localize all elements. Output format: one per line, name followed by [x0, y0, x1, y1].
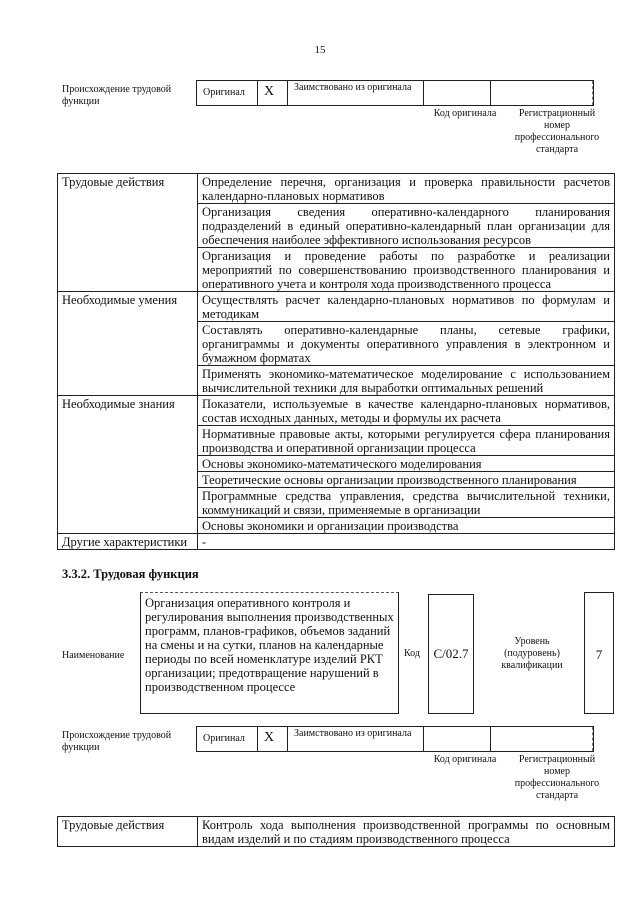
- borrowed-cell: Заимствовано из оригинала: [288, 81, 424, 105]
- origin-row-2: [196, 726, 594, 752]
- origin-label-2: Происхождение трудовой функции: [62, 730, 172, 753]
- row-item: Теоретические основы организации производственного планирования: [198, 472, 615, 488]
- origin-reg-cell-2: [491, 727, 593, 751]
- row-item: Организация сведения оперативно-календарного планирования подразделений в единый оперативно-календарный план организации для обеспечения наиболее эффективного использования ресурсов: [198, 204, 615, 248]
- borrowed-cell-2: Заимствовано из оригинала: [288, 727, 424, 751]
- row-item: Организация и проведение работы по разработке и реализации мероприятий по совершенствованию производственного планирования и оперативного учета и контроля хода производственного процесса: [198, 248, 615, 292]
- row-heading: Необходимые знания: [58, 396, 198, 534]
- row-heading: Необходимые умения: [58, 292, 198, 396]
- labor-function-table: [57, 173, 615, 550]
- function-name: Организация оперативного контроля и регулирования выполнения производственных программ, планов-графиков, объемов заданий на смены и на сутки, планов на календарные периоды по всей номенклатуре изделий РКТ организации; предотвращение нарушений в производственном процессе: [140, 592, 399, 714]
- origin-code-cell: [424, 81, 491, 105]
- table-row: [58, 534, 615, 550]
- row-item: Применять экономико-математическое моделирование с использованием вычислительной техники для выработки оптимальных решений: [198, 366, 615, 396]
- level-label: Уровень (подуровень) квалификации: [501, 636, 563, 671]
- origin-row: [196, 80, 594, 106]
- row-item: Определение перечня, организация и проверка правильности расчетов календарно-плановых нормативов: [198, 174, 615, 204]
- original-mark-2: X: [258, 727, 288, 751]
- table-row: [58, 174, 615, 204]
- level-value: 7: [584, 592, 614, 714]
- row-heading: Трудовые действия: [58, 817, 198, 847]
- page-number: 15: [314, 44, 326, 56]
- origin-reg-caption: Регистрационный номер профессионального стандарта: [514, 108, 600, 155]
- row-item: Осуществлять расчет календарно-плановых нормативов по формулам и методикам: [198, 292, 615, 322]
- original-cell-2: Оригинал: [197, 727, 258, 751]
- row-item: Основы экономики и организации производства: [198, 518, 615, 534]
- table-row: [58, 396, 615, 426]
- row-item: Показатели, используемые в качестве календарно-плановых нормативов, состав исходных данных, методы и формулы их расчета: [198, 396, 615, 426]
- row-item: -: [198, 534, 615, 550]
- row-heading: Другие характеристики: [58, 534, 198, 550]
- labor-function-table-2: [57, 816, 615, 847]
- origin-code-caption-2: Код оригинала: [433, 754, 497, 765]
- table-row: [58, 817, 615, 847]
- origin-code-caption: Код оригинала: [433, 108, 497, 119]
- row-item: Контроль хода выполнения производственной программы по основным видам изделий и по стадиям производственного процесса: [198, 817, 615, 847]
- origin-code-cell-2: [424, 727, 491, 751]
- row-item: Составлять оперативно-календарные планы, сетевые графики, органиграммы и документы оперативного управления в электронном и бумажном форматах: [198, 322, 615, 366]
- origin-reg-cell: [491, 81, 593, 105]
- row-heading: Трудовые действия: [58, 174, 198, 292]
- original-mark: X: [258, 81, 288, 105]
- table-row: [58, 292, 615, 322]
- row-item: Основы экономико-математического моделирования: [198, 456, 615, 472]
- function-code: C/02.7: [428, 594, 474, 714]
- row-item: Программные средства управления, средства вычислительной техники, коммуникаций и связи, применяемые в организации: [198, 488, 615, 518]
- code-label: Код: [404, 648, 420, 659]
- origin-label: Происхождение трудовой функции: [62, 84, 172, 107]
- section-title: 3.3.2. Трудовая функция: [62, 567, 199, 581]
- row-item: Нормативные правовые акты, которыми регулируется сфера планирования производства и оперативной организации процесса: [198, 426, 615, 456]
- name-label: Наименование: [62, 650, 125, 661]
- origin-reg-caption-2: Регистрационный номер профессионального стандарта: [514, 754, 600, 801]
- original-cell: Оригинал: [197, 81, 258, 105]
